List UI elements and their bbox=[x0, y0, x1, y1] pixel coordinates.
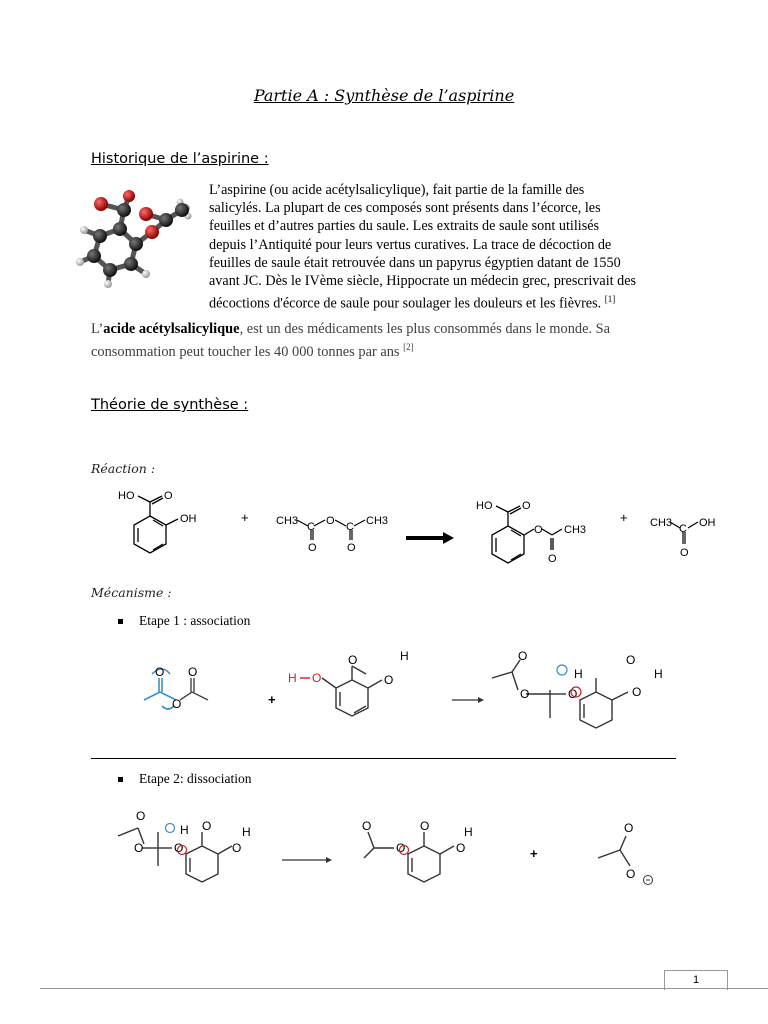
consommation-line-2 bbox=[91, 338, 610, 361]
h-label: H bbox=[464, 825, 473, 839]
o-label: O bbox=[308, 542, 317, 554]
h-label: H bbox=[400, 649, 409, 663]
o-label: O bbox=[420, 819, 430, 833]
salicylic-acid-structure bbox=[134, 496, 178, 553]
consommation-paragraph bbox=[91, 320, 610, 361]
consommation-line-1 bbox=[91, 320, 610, 338]
bullet-square bbox=[118, 777, 123, 782]
o-label: O bbox=[384, 673, 394, 687]
historique-line: depuis l’Antiquité pour leurs vertus curatives. La trace de décoction de bbox=[209, 236, 612, 253]
aspirin-3d-molecule-image bbox=[74, 184, 198, 290]
o-label: O bbox=[632, 685, 642, 699]
etape2-text: Etape 2: dissociation bbox=[139, 771, 252, 786]
o-label: O bbox=[202, 819, 212, 833]
etape1-text: Etape 1 : association bbox=[139, 613, 251, 628]
plus-sign: + bbox=[268, 692, 276, 707]
etape1-bullet bbox=[118, 613, 250, 629]
mechanism-step2-diagram bbox=[112, 808, 672, 900]
o-label: O bbox=[548, 553, 557, 565]
oh-label: OH bbox=[699, 517, 716, 529]
ch3-label: CH3 bbox=[564, 524, 587, 536]
o-label: O bbox=[522, 500, 531, 512]
section-divider bbox=[91, 758, 676, 759]
h-label: H bbox=[288, 671, 297, 685]
o-label: O bbox=[362, 819, 372, 833]
mechanism-step1-diagram bbox=[140, 648, 680, 758]
o-label: O bbox=[626, 653, 636, 667]
c-label: C bbox=[307, 521, 315, 533]
historique-line: salicylés. La plupart de ces composés sont présents dans l’écorce, les bbox=[209, 200, 601, 217]
ch3-label: CH3 bbox=[650, 517, 673, 529]
historique-line: avant JC. Dès le IVème siècle, Hippocrate un médecin grec, prescrivait des bbox=[209, 273, 637, 290]
plus-sign: + bbox=[620, 510, 628, 525]
historique-line-last bbox=[209, 290, 636, 313]
o-label: O bbox=[164, 490, 173, 502]
bullet-square bbox=[118, 619, 123, 624]
oh-label: OH bbox=[180, 513, 197, 525]
reaction-scheme bbox=[110, 484, 730, 574]
o-label: O bbox=[348, 653, 358, 667]
ch3-label: CH3 bbox=[276, 515, 299, 527]
o-label: O bbox=[520, 687, 530, 701]
o-label: O bbox=[626, 867, 636, 881]
o-label: O bbox=[568, 687, 578, 701]
p2-rest: , est un des médicaments les plus consommés dans le monde. Sa bbox=[239, 321, 611, 337]
o-label: O bbox=[518, 649, 528, 663]
reaction-arrow bbox=[406, 532, 454, 544]
o-label: O bbox=[326, 515, 335, 527]
historique-line: feuilles de saule était retrouvée dans un papyrus égyptien datant de 1550 bbox=[209, 254, 621, 271]
o-label: O bbox=[232, 841, 242, 855]
o-label: O bbox=[534, 524, 543, 536]
c-label: C bbox=[679, 523, 687, 535]
p2-bold-term: acide acétylsalicylique bbox=[103, 321, 240, 337]
o-label: O bbox=[134, 841, 144, 855]
reaction-label: Réaction : bbox=[91, 461, 156, 476]
historique-heading: Historique de l’aspirine : bbox=[91, 151, 269, 167]
historique-line: L’aspirine (ou acide acétylsalicylique), fait partie de la famille des bbox=[209, 182, 585, 198]
historique-line: décoctions d'écorce de saule pour soulager les douleurs et les fièvres. bbox=[209, 295, 602, 312]
h-label: H bbox=[242, 825, 251, 839]
h-label: H bbox=[574, 667, 583, 681]
o-label: O bbox=[312, 671, 322, 685]
reference-2: [2] bbox=[403, 342, 414, 353]
footer-rule bbox=[40, 988, 768, 989]
o-label: O bbox=[347, 542, 356, 554]
p2-prefix: L’ bbox=[91, 321, 104, 337]
plus-sign: + bbox=[530, 846, 538, 861]
o-label: O bbox=[172, 697, 182, 711]
o-label: O bbox=[456, 841, 466, 855]
historique-line: feuilles et d’autres parties du saule. Les extraits de saule sont utilisés bbox=[209, 218, 600, 235]
theorie-heading: Théorie de synthèse : bbox=[91, 397, 249, 413]
o-label: O bbox=[174, 841, 184, 855]
p2-line2: consommation peut toucher les 40 000 tonnes par ans bbox=[91, 344, 400, 360]
historique-paragraph bbox=[209, 181, 636, 313]
o-label: O bbox=[188, 665, 198, 679]
o-label: O bbox=[136, 809, 146, 823]
etape2-bullet bbox=[118, 771, 251, 787]
page-number: 1 bbox=[664, 970, 728, 990]
o-label: O bbox=[680, 547, 689, 559]
mecanisme-label: Mécanisme : bbox=[91, 585, 172, 600]
o-label: O bbox=[624, 821, 634, 835]
reference-1: [1] bbox=[604, 294, 616, 305]
c-label: C bbox=[346, 521, 354, 533]
o-label: O bbox=[396, 841, 406, 855]
ho-label: HO bbox=[476, 500, 493, 512]
o-label: O bbox=[155, 665, 165, 679]
ch3-label: CH3 bbox=[366, 515, 389, 527]
page-title: Partie A : Synthèse de l’aspirine bbox=[253, 86, 515, 105]
ho-label: HO bbox=[118, 490, 135, 502]
plus-sign: + bbox=[241, 510, 249, 525]
h-label: H bbox=[180, 823, 189, 837]
h-label: H bbox=[654, 667, 663, 681]
